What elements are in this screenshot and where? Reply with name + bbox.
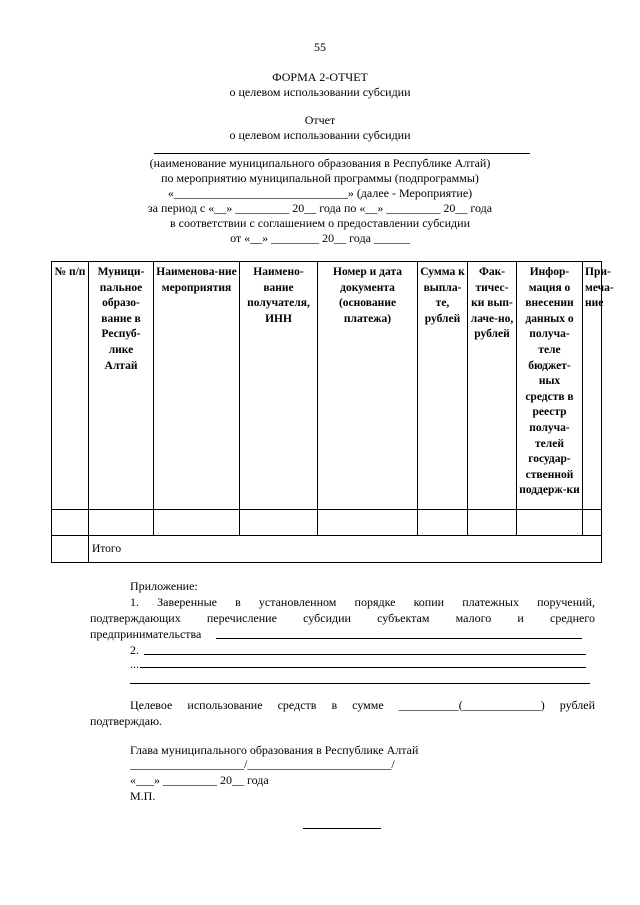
header-cell-amount-paid: Фак-тичес-ки вып-лаче-но, рублей <box>468 262 517 510</box>
total-number-cell <box>52 536 89 563</box>
end-divider <box>303 828 381 829</box>
appendix-item-1-cont: подтверждающих перечисление субсидии субъектам малого и среднего <box>90 611 595 625</box>
table-cell[interactable] <box>318 510 418 536</box>
header-cell-municipality: Муници-пальное образо-вание в Респуб-лике Алтай <box>89 262 154 510</box>
signature-line: ___________________/________________________/ <box>130 757 395 771</box>
table-cell[interactable] <box>89 510 154 536</box>
agreement-date-line: от «__» ________ 20__ года ______ <box>230 231 410 245</box>
form-subtitle: о целевом использовании субсидии <box>229 85 411 99</box>
header-cell-event: Наименова-ние мероприятия <box>154 262 240 510</box>
signature-title: Глава муниципального образования в Республике Алтай <box>130 743 419 757</box>
header-cell-recipient: Наимено-вание получателя, ИНН <box>240 262 318 510</box>
appendix-item-1: 1. Заверенные в установленном порядке копии платежных поручений, <box>130 595 595 609</box>
header-cell-document: Номер и дата документа (основание платежа) <box>318 262 418 510</box>
table-cell[interactable] <box>418 510 468 536</box>
table-cell[interactable] <box>240 510 318 536</box>
stamp-label: М.П. <box>130 789 156 803</box>
appendix-item-3-line <box>140 667 586 668</box>
table-row <box>52 510 602 536</box>
total-row <box>52 536 602 563</box>
header-cell-number: № п/п <box>52 262 89 510</box>
report-title: Отчет <box>304 113 336 127</box>
header-cell-registry-info: Инфор-мация о внесении данных о получа-теле бюджет-ных средств в реестр получа-телей государ-ственной поддерж-ки <box>517 262 583 510</box>
appendix-item-1-line <box>216 638 582 639</box>
appendix-item-3: ... <box>130 657 139 671</box>
table-header-row <box>52 262 602 510</box>
period-line: за период с «__» _________ 20__ года по «__» _________ 20__ года <box>147 201 493 215</box>
total-label: Итого <box>89 536 602 563</box>
agreement-line: в соответствии с соглашением о предоставлении субсидии <box>169 216 471 230</box>
report-subtitle: о целевом использовании субсидии <box>229 128 411 142</box>
appendix-item-2: 2. <box>130 643 139 657</box>
confirmation-text: Целевое использование средств в сумме __________(_____________) рублей <box>130 698 595 712</box>
municipality-name-line <box>154 153 530 154</box>
table-cell[interactable] <box>517 510 583 536</box>
report-table <box>51 261 614 563</box>
appendix-item-1-end: предпринимательства <box>90 627 202 641</box>
confirmation-text-end: подтверждаю. <box>90 714 163 728</box>
form-title: ФОРМА 2-ОТЧЕТ <box>272 70 368 84</box>
page-number: 55 <box>314 40 326 54</box>
table-cell[interactable] <box>52 510 89 536</box>
header-cell-amount-due: Сумма к выпла-те, рублей <box>418 262 468 510</box>
appendix-blank-line <box>130 683 590 684</box>
signature-date: «___» _________ 20__ года <box>130 773 269 787</box>
table-cell[interactable] <box>583 510 602 536</box>
appendix-item-2-line <box>144 654 586 655</box>
header-cell-note: При-меча-ние <box>583 262 602 510</box>
table-cell[interactable] <box>154 510 240 536</box>
appendix-title: Приложение: <box>130 579 198 593</box>
program-line: по мероприятию муниципальной программы (подпрограммы) <box>161 171 479 185</box>
event-line: «_____________________________» (далее - Мероприятие) <box>167 186 473 200</box>
table-cell[interactable] <box>468 510 517 536</box>
municipality-caption: (наименование муниципального образования в Республике Алтай) <box>149 156 491 170</box>
